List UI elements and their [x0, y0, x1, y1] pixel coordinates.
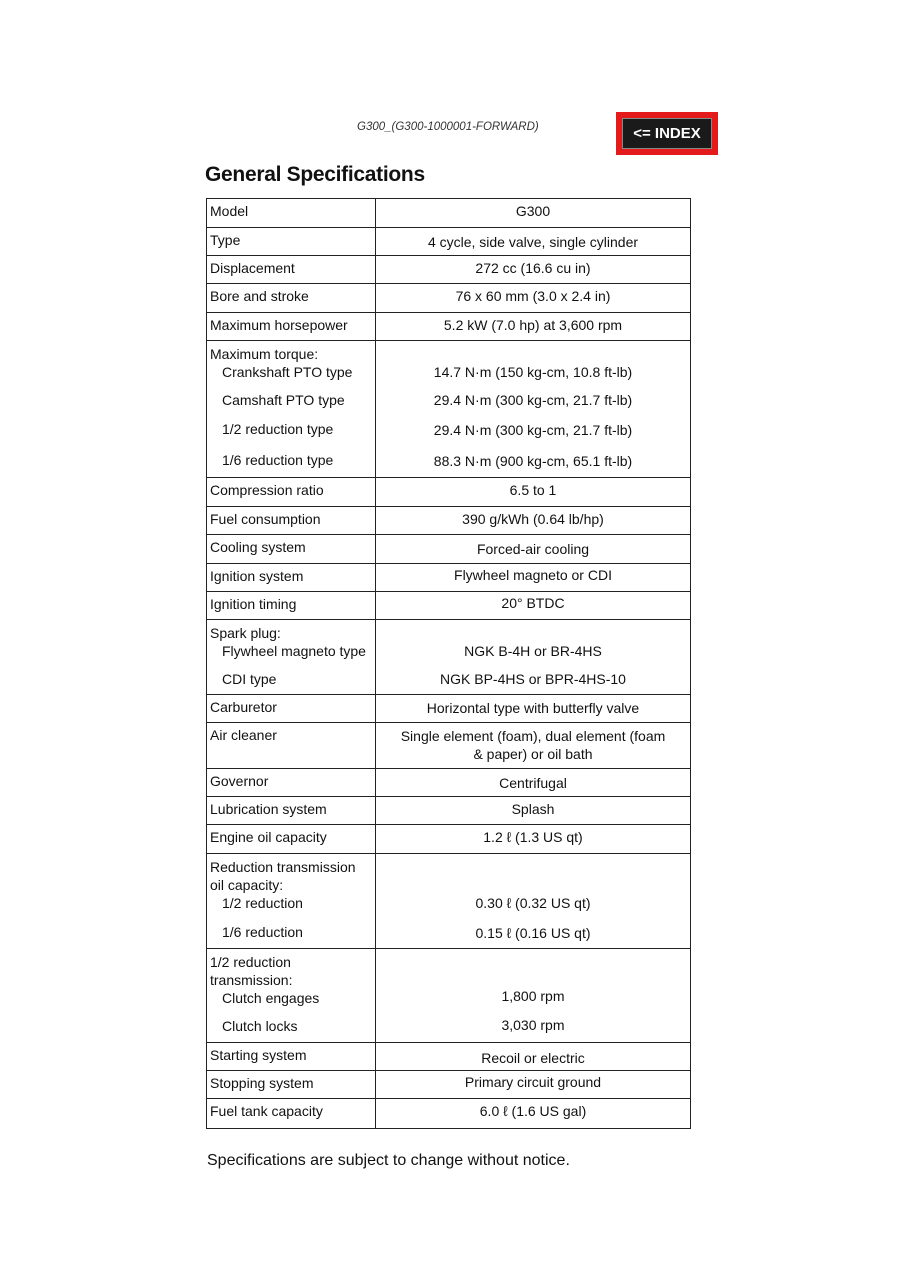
- table-row: [207, 1071, 691, 1099]
- table-row: [207, 769, 691, 797]
- spec-label: Compression ratio: [207, 478, 376, 507]
- spec-sub-label: 1/6 reduction: [222, 924, 303, 940]
- spec-value: 6.5 to 1: [376, 478, 691, 507]
- spec-label: Cooling system: [207, 535, 376, 564]
- spec-label: Stopping system: [207, 1071, 376, 1099]
- table-row: [207, 535, 691, 564]
- document-id: G300_(G300-1000001-FORWARD): [357, 121, 539, 133]
- spec-label: [207, 949, 376, 1043]
- spec-sub-value: 1,800 rpm: [501, 988, 565, 1004]
- spec-label: Starting system: [207, 1043, 376, 1071]
- spec-sub-value: 14.7 N·m (150 kg-cm, 10.8 ft-lb): [433, 364, 633, 380]
- spec-value: [376, 620, 691, 695]
- spec-value: [376, 949, 691, 1043]
- spec-sub-value: 29.4 N·m (300 kg-cm, 21.7 ft-lb): [433, 392, 633, 408]
- spec-group-label: Spark plug:: [210, 625, 281, 641]
- spec-value: 390 g/kWh (0.64 lb/hp): [376, 507, 691, 535]
- spec-sub-label: Flywheel magneto type: [222, 643, 366, 659]
- spec-label: Fuel tank capacity: [207, 1099, 376, 1129]
- spec-label: Air cleaner: [207, 723, 376, 769]
- spec-value: [376, 723, 691, 769]
- spec-label: Model: [207, 199, 376, 228]
- spec-group-label: 1/2 reduction: [210, 954, 291, 970]
- spec-sub-label: Camshaft PTO type: [222, 392, 345, 408]
- spec-group-label: Reduction transmission: [210, 859, 356, 875]
- spec-value: Splash: [376, 797, 691, 825]
- table-row: [207, 825, 691, 854]
- table-row: [207, 507, 691, 535]
- spec-label: Carburetor: [207, 695, 376, 723]
- spec-label: Engine oil capacity: [207, 825, 376, 854]
- spec-sub-label: 1/6 reduction type: [222, 452, 334, 468]
- table-row: [207, 1043, 691, 1071]
- index-button-label: <= INDEX: [622, 118, 712, 149]
- spec-value: G300: [376, 199, 691, 228]
- table-row: [207, 284, 691, 313]
- spec-value: 1.2 ℓ (1.3 US qt): [376, 825, 691, 854]
- spec-sub-label: Crankshaft PTO type: [222, 364, 353, 380]
- spec-label: Fuel consumption: [207, 507, 376, 535]
- spec-sub-value: NGK BP-4HS or BPR-4HS-10: [440, 671, 626, 687]
- spec-value: Recoil or electric: [376, 1043, 691, 1071]
- spec-label: Type: [207, 228, 376, 256]
- spec-sub-label: Clutch engages: [222, 990, 320, 1006]
- table-row: [207, 478, 691, 507]
- footnote: Specifications are subject to change without notice.: [207, 1152, 570, 1169]
- spec-label: Ignition system: [207, 564, 376, 592]
- spec-sub-label: CDI type: [222, 671, 277, 687]
- page-title: General Specifications: [205, 163, 425, 186]
- spec-sub-label: Clutch locks: [222, 1018, 298, 1034]
- spec-group-label: transmission:: [210, 972, 293, 988]
- table-row: [207, 620, 691, 695]
- spec-value: Forced-air cooling: [376, 535, 691, 564]
- spec-value: 6.0 ℓ (1.6 US gal): [376, 1099, 691, 1129]
- table-row: [207, 592, 691, 620]
- spec-group-label: oil capacity:: [210, 877, 284, 893]
- table-row: [207, 797, 691, 825]
- spec-sub-value: 3,030 rpm: [501, 1017, 565, 1033]
- spec-label: Lubrication system: [207, 797, 376, 825]
- table-row: [207, 341, 691, 478]
- table-row: [207, 949, 691, 1043]
- spec-value: Primary circuit ground: [376, 1071, 691, 1099]
- spec-sub-value: 88.3 N·m (900 kg-cm, 65.1 ft-lb): [433, 453, 633, 469]
- spec-value: Centrifugal: [376, 769, 691, 797]
- spec-label: Governor: [207, 769, 376, 797]
- spec-value: 76 x 60 mm (3.0 x 2.4 in): [376, 284, 691, 313]
- spec-label: Bore and stroke: [207, 284, 376, 313]
- table-row: [207, 313, 691, 341]
- spec-value: Flywheel magneto or CDI: [376, 564, 691, 592]
- table-row: [207, 199, 691, 228]
- table-row: [207, 1099, 691, 1129]
- spec-value: 4 cycle, side valve, single cylinder: [376, 228, 691, 256]
- spec-sub-label: 1/2 reduction type: [222, 421, 334, 437]
- spec-sub-value: 0.30 ℓ (0.32 US qt): [475, 895, 591, 911]
- table-row: [207, 256, 691, 284]
- spec-label: Maximum horsepower: [207, 313, 376, 341]
- spec-label: Ignition timing: [207, 592, 376, 620]
- spec-label: [207, 620, 376, 695]
- spec-sub-value: NGK B-4H or BR-4HS: [464, 643, 602, 659]
- spec-sub-value: 0.15 ℓ (0.16 US qt): [475, 925, 591, 941]
- spec-sub-label: 1/2 reduction: [222, 895, 303, 911]
- table-row: [207, 695, 691, 723]
- spec-value-line: Single element (foam), dual element (foam: [400, 728, 666, 744]
- table-row: [207, 854, 691, 949]
- spec-table: [206, 198, 691, 1129]
- spec-value: 20° BTDC: [376, 592, 691, 620]
- spec-value: [376, 854, 691, 949]
- spec-label: [207, 341, 376, 478]
- spec-value: Horizontal type with butterfly valve: [376, 695, 691, 723]
- table-row: [207, 723, 691, 769]
- spec-value: 5.2 kW (7.0 hp) at 3,600 rpm: [376, 313, 691, 341]
- spec-sub-value: 29.4 N·m (300 kg-cm, 21.7 ft-lb): [433, 422, 633, 438]
- table-row: [207, 564, 691, 592]
- index-button[interactable]: [616, 112, 718, 155]
- spec-value-line: & paper) or oil bath: [473, 746, 593, 762]
- spec-value: [376, 341, 691, 478]
- spec-label: Displacement: [207, 256, 376, 284]
- table-row: [207, 228, 691, 256]
- spec-group-label: Maximum torque:: [210, 346, 319, 362]
- spec-label: [207, 854, 376, 949]
- spec-value: 272 cc (16.6 cu in): [376, 256, 691, 284]
